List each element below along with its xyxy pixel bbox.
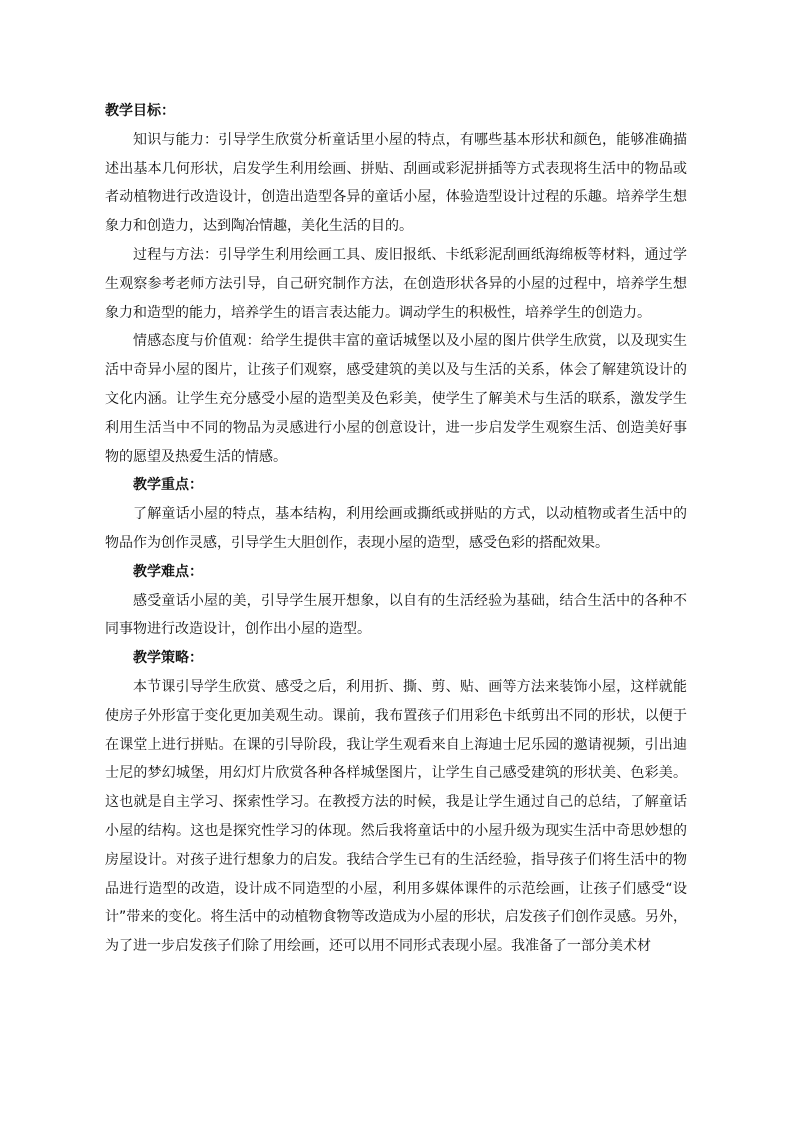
paragraph-key-points: 了解童话小屋的特点，基本结构，利用绘画或撕纸或拼贴的方式，以动植物或者生活中的物品作为创作灵感，引导学生大胆创作，表现小屋的造型，感受色彩的搭配效果。	[105, 506, 687, 551]
paragraph-knowledge-ability: 知识与能力：引导学生欣赏分析童话里小屋的特点，有哪些基本形状和颜色，能够准确描述出基本几何形状，启发学生利用绘画、拼贴、刮画或彩泥拼插等方式表现将生活中的物品或者动植物进行改造设计，创造出造型各异的童话小屋，体验造型设计过程的乐趣。培养学生想象力和创造力，达到陶冶情趣，美化生活的目的。	[105, 131, 687, 235]
paragraph-emotion-values: 情感态度与价值观：给学生提供丰富的童话城堡以及小屋的图片供学生欣赏，以及现实生活中奇异小屋的图片，让孩子们观察，感受建筑的美以及与生活的关系，体会了解建筑设计的文化内涵。让学生充分感受小屋的造型美及色彩美，使学生了解美术与生活的联系，激发学生利用生活当中不同的物品为灵感进行小屋的创意设计，进一步启发学生观察生活、创造美好事物的愿望及热爱生活的情感。	[105, 333, 687, 465]
heading-key-points: 教学重点：	[133, 477, 203, 494]
heading-objectives: 教学目标：	[105, 103, 175, 119]
paragraph-process-method: 过程与方法：引导学生利用绘画工具、废旧报纸、卡纸彩泥刮画纸海绵板等材料，通过学生观察参考老师方法引导，自己研究制作方法，在创造形状各异的小屋的过程中，培养学生想象力和造型的能力，培养学生的语言表达能力。调动学生的积极性，培养学生的创造力。	[105, 246, 687, 321]
paragraph-difficulties: 感受童话小屋的美，引导学生展开想象，以自有的生活经验为基础，结合生活中的各种不同事物进行改造设计，创作出小屋的造型。	[105, 592, 687, 638]
document-body	[105, 97, 687, 961]
paragraph-strategy: 本节课引导学生欣赏、感受之后，利用折、撕、剪、贴、画等方法来装饰小屋，这样就能使房子外形富于变化更加美观生动。课前，我布置孩子们用彩色卡纸剪出不同的形状，以便于在课堂上进行拼贴。在课的引导阶段，我让学生观看来自上海迪士尼乐园的邀请视频，引出迪士尼的梦幻城堡，用幻灯片欣赏各种各样城堡图片，让学生自己感受建筑的形状美、色彩美。这也就是自主学习、探索性学习。在教授方法的时候，我是让学生通过自己的总结，了解童话小屋的结构。这也是探究性学习的体现。然后我将童话中的小屋升级为现实生活中奇思妙想的房屋设计。对孩子进行想象力的启发。我结合学生已有的生活经验，指导孩子们将生活中的物品进行造型的改造，设计成不同造型的小屋，利用多媒体课件的示范绘画，让孩子们感受“设计”带来的变化。将生活中的动植物食物等改造成为小屋的形状，启发孩子们创作灵感。另外，为了进一步启发孩子们除了用绘画，还可以用不同形式表现小屋。我准备了一部分美术材	[105, 678, 687, 955]
heading-strategy: 教学策略：	[133, 650, 203, 667]
heading-difficulties: 教学难点：	[133, 563, 203, 580]
